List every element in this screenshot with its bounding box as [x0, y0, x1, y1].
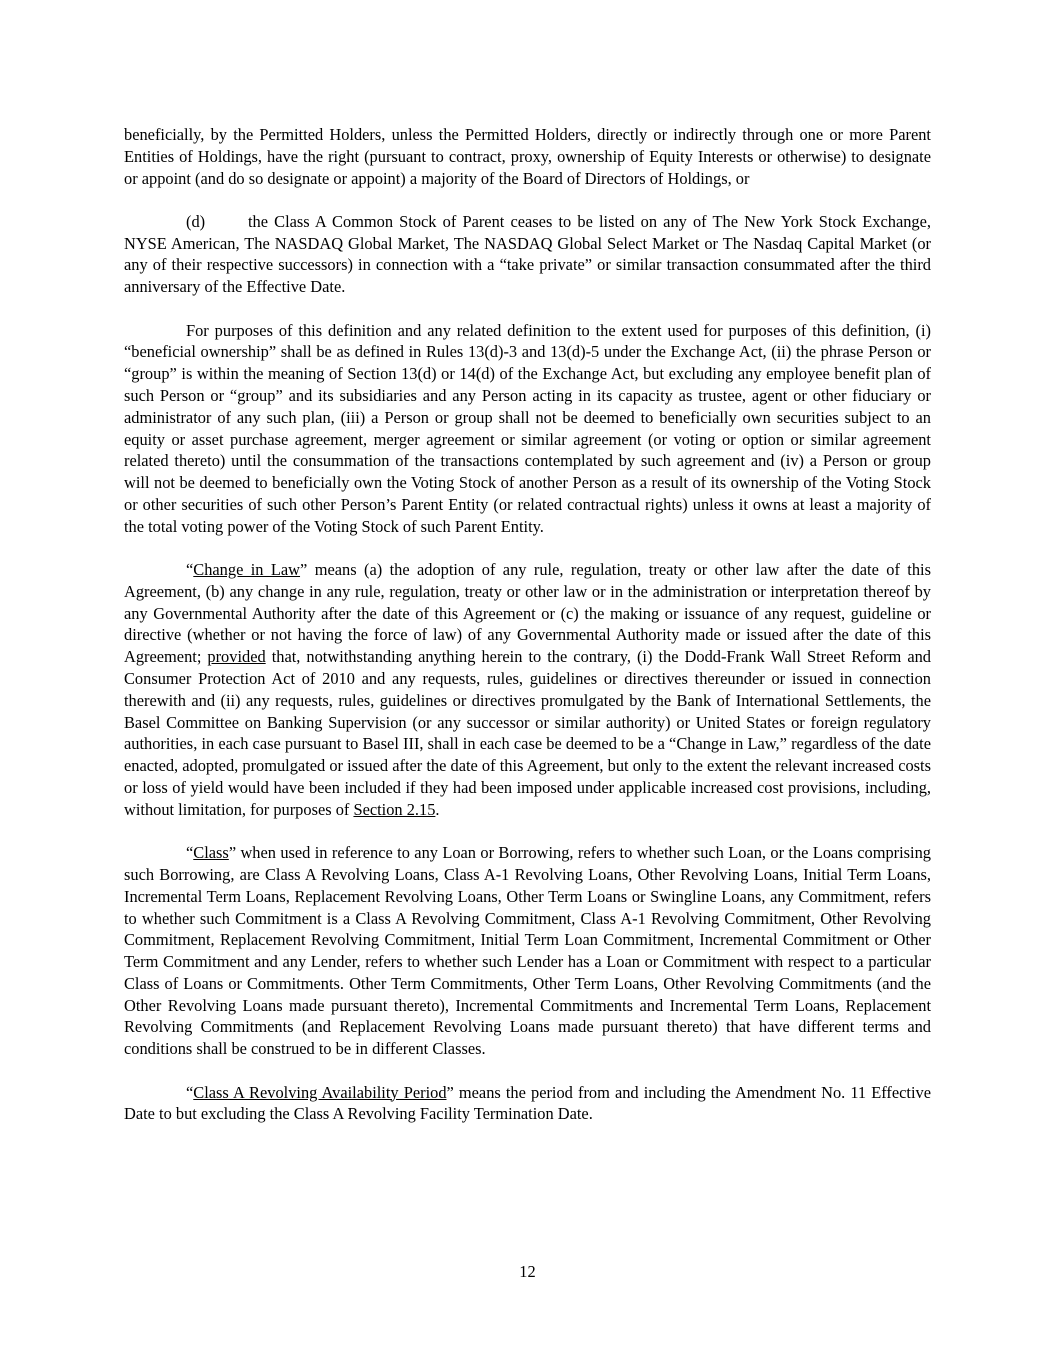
- definition-text: that, notwithstanding anything herein to the contrary, (i) the Dodd-Frank Wall Street Reform and Consumer Protection Act of 2010 and any requests, rules, guidelines or directives thereunder or issued in connection therewith and (ii) any requests, rules, guidelines or directives promulgated by the Bank of International Settlements, the Basel Committee on Banking Supervision (or any successor or similar authority) or United States or foreign regulatory authorities, in each case pursuant to Basel III, shall in each case be deemed to be a “Change in Law,” regardless of the date enacted, adopted, promulgated or issued after the date of this Agreement, but only to the extent the relevant increased costs or loss of yield would have been included if they had been imposed under applicable increased cost provisions, including, without limitation, for purposes of: [124, 647, 931, 819]
- definition-text: ” means the period from and including the Amendment No. 11 Effective Date to but excluding the Class A Revolving Facility Termination Date.: [124, 1082, 931, 1124]
- page-number: 12: [519, 1262, 536, 1281]
- open-quote: “: [186, 560, 194, 580]
- period: .: [435, 799, 440, 819]
- open-quote: “: [186, 1082, 194, 1102]
- provided-term: provided: [207, 647, 266, 667]
- document-body: [124, 124, 931, 1147]
- item-label-d: (d): [186, 211, 206, 231]
- section-reference: Section 2.15: [353, 799, 436, 819]
- defined-term-change-in-law: Change in Law: [193, 560, 301, 580]
- definition-class: [124, 842, 931, 1060]
- paragraph-definition-purposes: [124, 320, 931, 538]
- definition-class-a-revolving-availability-period: [124, 1082, 931, 1126]
- defined-term-class-a-revolving-availability-period: Class A Revolving Availability Period: [193, 1082, 447, 1102]
- paragraph-text: beneficially, by the Permitted Holders, unless the Permitted Holders, directly or indirectly through one or more Parent Entities of Holdings, have the right (pursuant to contract, proxy, ownership of Equity Interests or otherwise) to designate or appoint (and do so designate or appoint) a majority of the Board of Directors of Holdings, or: [124, 125, 931, 188]
- defined-term-class: Class: [193, 843, 229, 863]
- definition-text: ” means (a) the adoption of any rule, regulation, treaty or other law after the date of this Agreement, (b) any change in any rule, regulation, treaty or other law or in the administration or interpretation thereof by any Governmental Authority after the date of this Agreement or (c) the making or issuance of any request, guideline or directive (whether or not having the force of law) of any Governmental Authority made or issued after the date of this Agreement;: [124, 560, 931, 667]
- paragraph-holdings-clause: [124, 124, 931, 189]
- open-quote: “: [186, 843, 194, 863]
- definition-change-in-law: [124, 559, 931, 821]
- paragraph-text: For purposes of this definition and any related definition to the extent used for purposes of this definition, (i) “beneficial ownership” shall be as defined in Rules 13(d)-3 and 13(d)-5 under the Exchange Act, (ii) the phrase Person or “group” is within the meaning of Section 13(d) or 14(d) of the Exchange Act, but excluding any employee benefit plan of such Person or “group” and its subsidiaries and any Person acting in its capacity as trustee, agent or other fiduciary or administrator of any such plan, (iii) a Person or group shall not be deemed to beneficially own securities subject to an equity or asset purchase agreement, merger agreement or similar agreement (or voting or option or similar agreement related thereto) until the consummation of the transactions contemplated by such agreement and (iv) a Person or group will not be deemed to beneficially own the Voting Stock of another Person as a result of its ownership of the Voting Stock or other securities of such other Person’s Parent Entity (or related contractual rights) unless it owns at least a majority of the total voting power of the Voting Stock of such Parent Entity.: [124, 320, 931, 536]
- paragraph-text: the Class A Common Stock of Parent ceases to be listed on any of The New York Stock Exchange, NYSE American, The NASDAQ Global Market, The NASDAQ Global Select Market or The Nasdaq Capital Market (or any of their respective successors) in connection with a “take private” or similar transaction consummated after the third anniversary of the Effective Date.: [124, 211, 931, 297]
- definition-text: ” when used in reference to any Loan or Borrowing, refers to whether such Loan, or the Loans comprising such Borrowing, are Class A Revolving Loans, Class A-1 Revolving Loans, Other Revolving Loans, Initial Term Loans, Incremental Term Loans, Replacement Revolving Loans, Other Term Loans or Swingline Loans, any Commitment, refers to whether such Commitment is a Class A Revolving Commitment, Class A-1 Revolving Commitment, Other Revolving Commitment, Replacement Revolving Commitment, Initial Term Loan Commitment, Incremental Commitment or Other Term Commitment and any Lender, refers to whether such Lender has a Loan or Commitment with respect to a particular Class of Loans or Commitments. Other Term Commitments, Other Term Loans, Other Revolving Commitments (and the Other Revolving Loans made pursuant thereto), Incremental Commitments and Incremental Term Loans, Replacement Revolving Commitments (and Replacement Revolving Loans made pursuant thereto) that have different terms and conditions shall be construed to be in different Classes.: [124, 843, 931, 1059]
- paragraph-item-d: [124, 211, 931, 298]
